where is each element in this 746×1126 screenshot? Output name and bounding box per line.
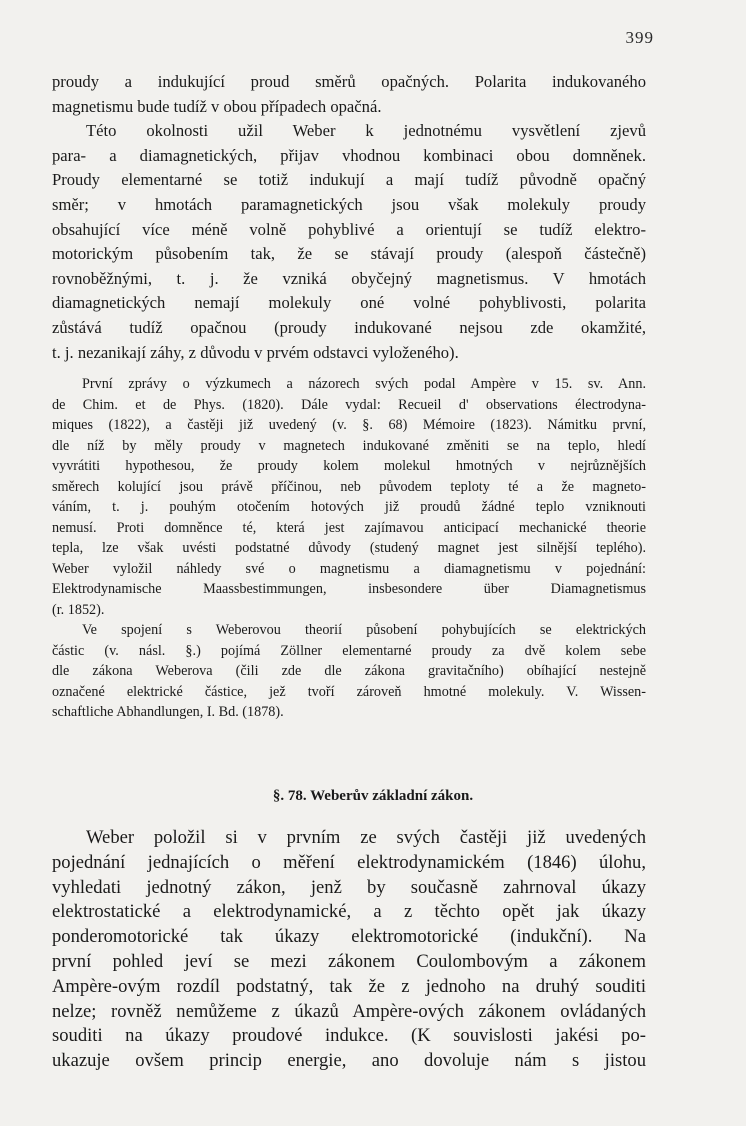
note-line: směrech kolující jsou právě příčinou, neb původem teploty té a že magneto- (52, 478, 646, 495)
page-number: 399 (625, 28, 654, 47)
text-line: pojednání jednajících o měření elektrodynamickém (1846) úlohu, (52, 851, 646, 873)
note-line: částic (v. násl. §.) pojímá Zöllner elementarné proudy za dvě kolem sebe (52, 642, 646, 659)
text-line: Ampère-ovým rozdíl podstatný, tak že z jednoho na druhý souditi (52, 975, 646, 997)
text-line: para- a diamagnetických, přijav vhodnou kombinaci obou domněnek. (52, 145, 646, 165)
note-line: nemusí. Proti domněnce té, která jest zajímavou anticipací mechanické theorie (52, 519, 646, 536)
note-line: dle zákona Weberova (čili zde dle zákona gravitačního) obíhající nestejně (52, 663, 646, 679)
text-line: elektrostatické a elektrodynamické, a z těchto opět jak úkazy (52, 901, 646, 923)
text-line: Proudy elementarné se totiž indukují a mají tudíž původně opačný (52, 170, 646, 190)
text-line: souditi na úkazy proudové indukce. (K souvislosti jakési po- (52, 1025, 646, 1047)
text-line: rovnoběžnými, t. j. že vzniká obyčejný magnetismus. V hmotách (52, 268, 646, 288)
text-line: Této okolnosti užil Weber k jednotnému vysvětlení zjevů (86, 121, 646, 141)
text-line: diamagnetických nemají molekuly oné volné pohyblivosti, polarita (52, 293, 646, 313)
note-line: tepla, lze však uvésti podstatné důvody (studený magnet jest silnější teplého). (52, 540, 646, 556)
note-line: vyvrátiti hypothesou, že proudy kolem molekul hmotných v nejrůznějších (52, 458, 646, 474)
text-line: ukazuje ovšem princip energie, ano dovoluje nám s jistou (52, 1050, 646, 1072)
note-line: Weber vyložil náhledy své o magnetismu a diamagnetismu v pojednání: (52, 560, 646, 577)
text-line: zůstává tudíž opačnou (proudy indukované nejsou zde okamžité, (52, 317, 646, 337)
text-line: t. j. nezanikají záhy, z důvodu v prvém odstavci vyloženého). (52, 342, 459, 362)
text-line: nelze; rovněž nemůžeme z úkazů Ampère-ových zákonem ovládaných (52, 1000, 646, 1022)
note-line: váním, t. j. pouhým otočením hotových již proudů žádné teplo vzniknouti (52, 499, 646, 515)
text-line: směr; v hmotách paramagnetických jsou však molekuly proudy (52, 194, 646, 214)
note-line: První zprávy o výzkumech a názorech svých podal Ampère v 15. sv. Ann. (82, 376, 646, 392)
note-line: de Chim. et de Phys. (1820). Dále vydal: Recueil d' observations électrodyna- (52, 396, 646, 413)
note-line: schaftliche Abhandlungen, I. Bd. (1878). (52, 704, 284, 720)
note-line: (r. 1852). (52, 601, 105, 618)
section-heading: §. 78. Weberův základní zákon. (272, 788, 474, 804)
text-line: vyhledati jednotný zákon, jenž by současně zahrnoval úkazy (52, 876, 646, 898)
note-line: Elektrodynamische Maassbestimmungen, insbesondere über Diamagnetismus (52, 581, 646, 597)
note-line: miques (1822), a častěji již uvedený (v. §. 68) Mémoire (1823). Námitku první, (52, 417, 646, 433)
text-line: první pohled jeví se mezi zákonem Coulombovým a zákonem (52, 950, 646, 972)
text-line: ponderomotorické tak úkazy elektromotorické (indukční). Na (52, 926, 646, 948)
text-line: motorickým působením tak, že se stávají proudy (alespoň částečně) (52, 244, 646, 264)
text-line: obsahující více méně volně pohyblivé a orientují se tudíž elektro- (52, 219, 646, 239)
main-text-lower (52, 826, 646, 1074)
footnotes (52, 374, 646, 723)
text-line: Weber položil si v prvním ze svých častěji již uvedených (86, 827, 646, 848)
text-line: proudy a indukující proud směrů opačných. Polarita indukovaného (52, 72, 646, 91)
note-line: Ve spojení s Weberovou theorií působení pohybujících se elektrických (82, 622, 646, 638)
note-line: dle níž by měly proudy v magnetech indukované změniti se na teplo, hledí (52, 437, 646, 454)
text-line: magnetismu bude tudíž v obou případech opačná. (52, 96, 382, 116)
main-text-upper (52, 70, 646, 365)
note-line: označené elektrické částice, jež tvoří zároveň hmotné molekuly. V. Wissen- (52, 683, 646, 700)
